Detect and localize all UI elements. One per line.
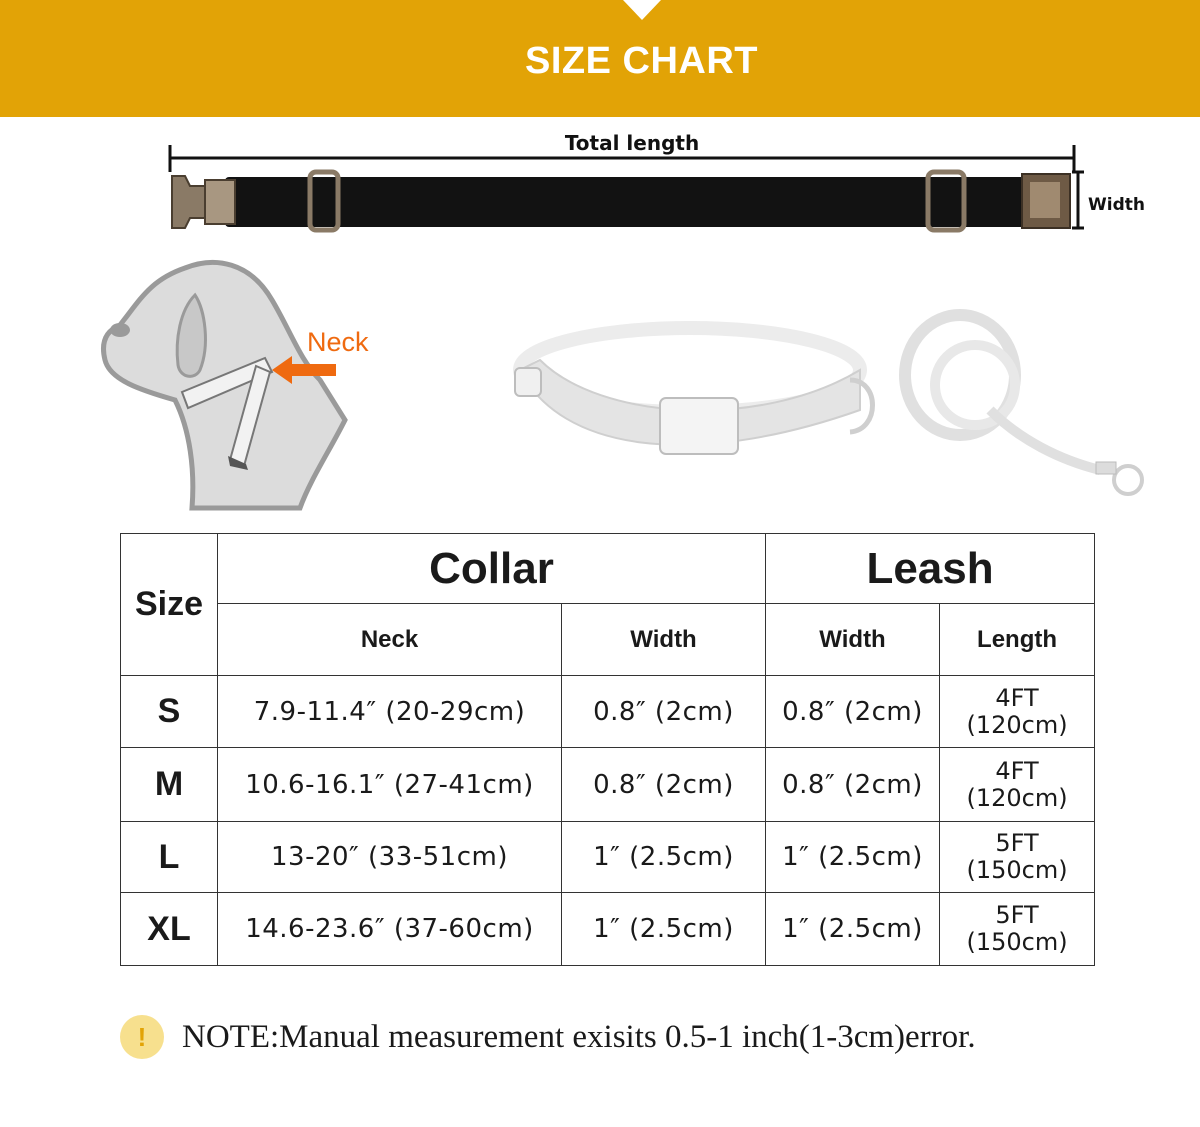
length-ft: 4FT	[995, 683, 1039, 712]
neck-cell: 14.6-23.6″ (37-60cm)	[218, 893, 562, 966]
length-cm: (150cm)	[966, 856, 1068, 884]
length-cm: (120cm)	[966, 710, 1068, 739]
header-banner	[0, 0, 1200, 117]
length-cell	[940, 822, 1095, 893]
total-length-label: Total length	[564, 131, 700, 155]
width-label: Width	[1088, 195, 1145, 215]
leash-width-subheader: Width	[766, 604, 940, 676]
note-text: NOTE:Manual measurement exisits 0.5-1 inch(1-3cm)error.	[182, 1018, 976, 1055]
size-cell: M	[121, 748, 218, 822]
length-ft: 4FT	[995, 756, 1039, 785]
table-row	[121, 893, 1095, 966]
length-subheader: Length	[940, 604, 1095, 676]
measurement-note	[120, 1012, 976, 1062]
length-ft: 5FT	[995, 829, 1039, 857]
leash-product-image	[905, 315, 1142, 494]
table-row	[121, 822, 1095, 893]
collar-product-image	[515, 328, 873, 454]
leash-header: Leash	[766, 534, 1095, 604]
leash-width-cell: 0.8″ (2cm)	[766, 676, 940, 748]
collar-width-subheader: Width	[562, 604, 766, 676]
neck-cell: 7.9-11.4″ (20-29cm)	[218, 676, 562, 748]
leash-width-cell: 1″ (2.5cm)	[766, 893, 940, 966]
collar-width-cell: 1″ (2.5cm)	[562, 893, 766, 966]
size-cell: S	[121, 676, 218, 748]
width-dimension	[1072, 172, 1145, 228]
size-chart-table	[120, 533, 1095, 966]
total-length-dimension	[170, 131, 1074, 172]
page-title: SIZE CHART	[525, 40, 758, 82]
length-ft: 5FT	[995, 901, 1039, 929]
warning-icon: !	[120, 1015, 164, 1059]
table-row	[121, 748, 1095, 822]
collar-width-cell: 0.8″ (2cm)	[562, 676, 766, 748]
neck-subheader: Neck	[218, 604, 562, 676]
leash-width-cell: 1″ (2.5cm)	[766, 822, 940, 893]
collar-strap-image	[172, 172, 1070, 230]
length-cm: (150cm)	[966, 928, 1068, 956]
dog-illustration	[103, 262, 345, 508]
size-cell: XL	[121, 893, 218, 966]
neck-cell: 13-20″ (33-51cm)	[218, 822, 562, 893]
length-cell	[940, 676, 1095, 748]
product-illustration	[0, 117, 1200, 527]
table-row	[121, 676, 1095, 748]
banner-notch	[623, 0, 661, 20]
length-cm: (120cm)	[966, 783, 1068, 812]
neck-cell: 10.6-16.1″ (27-41cm)	[218, 748, 562, 822]
collar-width-cell: 0.8″ (2cm)	[562, 748, 766, 822]
size-cell: L	[121, 822, 218, 893]
length-cell	[940, 893, 1095, 966]
collar-header: Collar	[218, 534, 766, 604]
length-cell	[940, 748, 1095, 822]
neck-label: Neck	[307, 327, 369, 357]
leash-width-cell: 0.8″ (2cm)	[766, 748, 940, 822]
size-header: Size	[121, 534, 218, 676]
collar-width-cell: 1″ (2.5cm)	[562, 822, 766, 893]
